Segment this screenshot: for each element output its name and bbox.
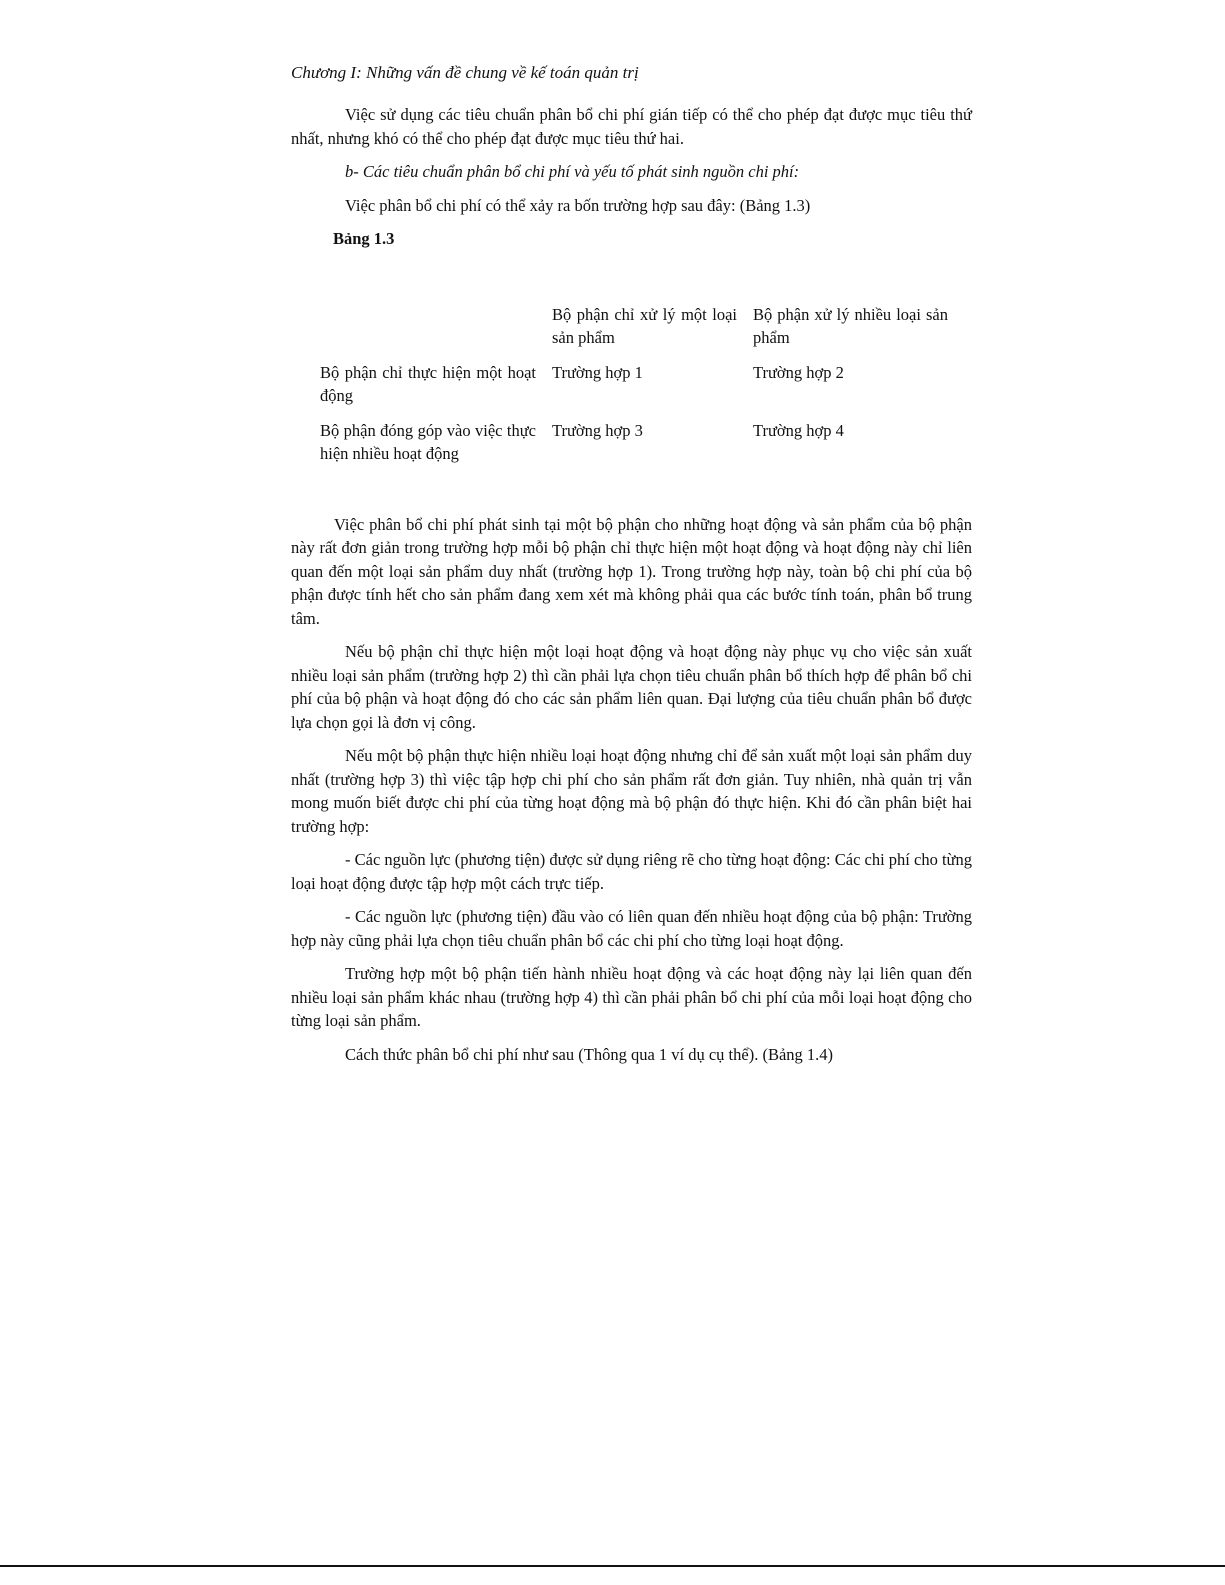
paragraph: Việc sử dụng các tiêu chuẩn phân bổ chi phí gián tiếp có thể cho phép đạt được mục tiêu thứ nhất, nhưng khó có thể cho phép đạt được mục tiêu thứ hai. (291, 105, 972, 148)
paragraph: Nếu bộ phận chỉ thực hiện một loại hoạt động và hoạt động này phục vụ cho việc sản xuất nhiều loại sản phẩm (trường hợp 2) thì cần phải lựa chọn tiêu chuẩn phân bổ thích hợp để phân bổ chi phí của bộ phận và hoạt động đó cho các sản phẩm liên quan. Đại lượng của tiêu chuẩn phân bổ được lựa chọn gọi là đơn vị công. (291, 642, 972, 732)
paragraph: Việc phân bổ chi phí phát sinh tại một bộ phận cho những hoạt động và sản phẩm của bộ phận này rất đơn giản trong trường hợp mỗi bộ phận chỉ thực hiện một hoạt động và hoạt động này chỉ liên quan đến một loại sản phẩm duy nhất (trường hợp 1). Trong trường hợp này, toàn bộ chi phí của bộ phận được tính hết cho sản phẩm đang xem xét mà không phải qua các bước tính toán, phân bổ trung tâm. (291, 514, 972, 628)
allocation-cases-table (320, 303, 948, 477)
table-row-label: Bộ phận đóng góp vào việc thực hiện nhiều hoạt động (320, 420, 536, 463)
page-bottom-rule (0, 1565, 1225, 1567)
paragraph: Việc phân bổ chi phí có thể xảy ra bốn trường hợp sau đây: (Bảng 1.3) (345, 195, 811, 215)
table-row (320, 361, 948, 419)
page-body (291, 103, 972, 1076)
paragraph: Trường hợp một bộ phận tiến hành nhiều hoạt động và các hoạt động này lại liên quan đến nhiều loại sản phẩm khác nhau (trường hợp 4) thì cần phải phân bổ chi phí của mỗi loại hoạt động cho từng loại sản phẩm. (291, 964, 972, 1030)
table-header-cell: Bộ phận chỉ xử lý một loại sản phẩm (552, 304, 737, 347)
table-header-row (320, 303, 948, 361)
table-cell: Trường hợp 1 (552, 362, 643, 382)
table-cell: Trường hợp 4 (753, 420, 844, 440)
table-row-label: Bộ phận chỉ thực hiện một hoạt động (320, 362, 536, 405)
table-row (320, 419, 948, 477)
table-header-cell (320, 303, 552, 361)
paragraph: Nếu một bộ phận thực hiện nhiều loại hoạt động nhưng chỉ để sản xuất một loại sản phẩm duy nhất (trường hợp 3) thì việc tập hợp chi phí cho sản phẩm rất đơn giản. Tuy nhiên, nhà quản trị vẫn mong muốn biết được chi phí của từng hoạt động mà bộ phận đó thực hiện. Khi đó cần phân biệt hai trường hợp: (291, 746, 972, 836)
table-header-cell: Bộ phận xử lý nhiều loại sản phẩm (753, 304, 948, 347)
table-cell: Trường hợp 2 (753, 362, 844, 382)
section-heading: b- Các tiêu chuẩn phân bổ chi phí và yếu tố phát sinh nguồn chi phí: (345, 162, 800, 181)
body-text-after-table (291, 513, 972, 1067)
bullet-paragraph: - Các nguồn lực (phương tiện) đầu vào có liên quan đến nhiều hoạt động của bộ phận: Trường hợp này cũng phải lựa chọn tiêu chuẩn phân bổ các chi phí cho từng loại hoạt động. (291, 907, 972, 950)
chapter-header: Chương I: Những vấn đề chung về kế toán quản trị (291, 63, 639, 82)
paragraph: Cách thức phân bổ chi phí như sau (Thông qua 1 ví dụ cụ thể). (Bảng 1.4) (345, 1044, 834, 1064)
table-title: Bảng 1.3 (333, 229, 395, 248)
table-cell: Trường hợp 3 (552, 420, 643, 440)
bullet-paragraph: - Các nguồn lực (phương tiện) được sử dụng riêng rẽ cho từng hoạt động: Các chi phí cho từng loại hoạt động được tập hợp một cách trực tiếp. (291, 850, 972, 893)
